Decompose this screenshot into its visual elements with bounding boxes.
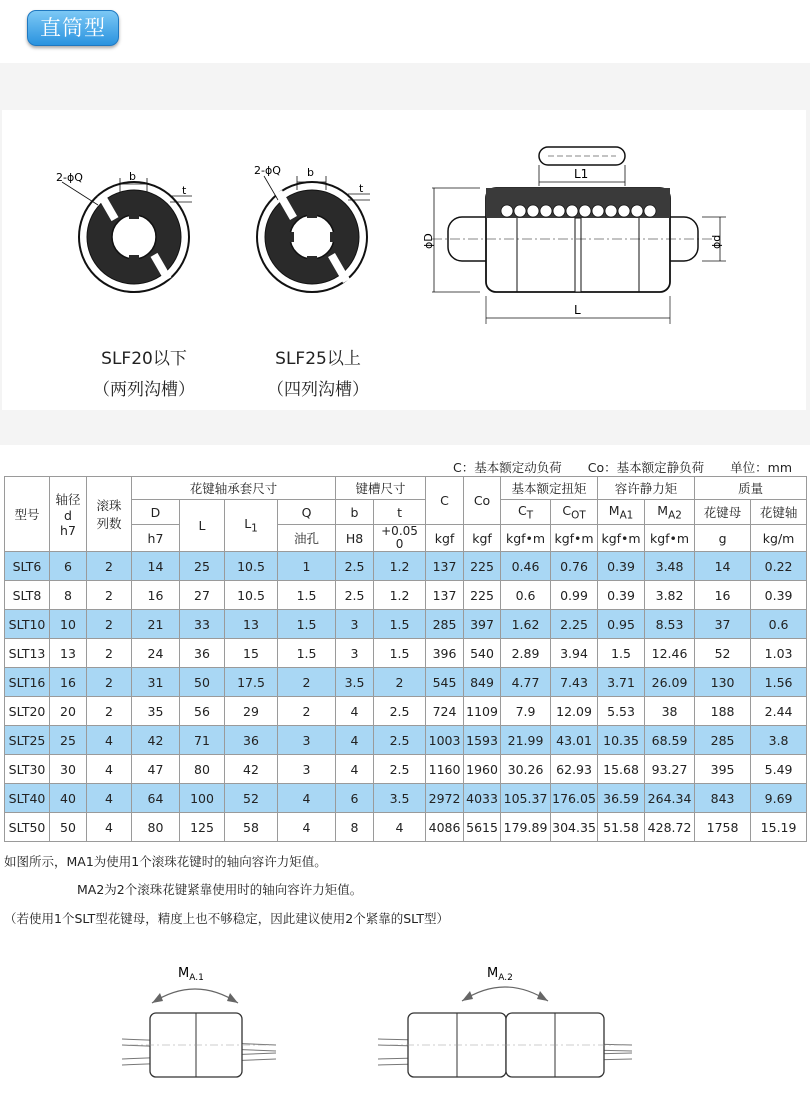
table-cell: 5615 — [464, 813, 501, 842]
th-mass: 质量 — [695, 477, 807, 500]
th-mass-shaft: 花键轴 — [751, 500, 807, 525]
table-cell: 52 — [695, 639, 751, 668]
table-cell: 4 — [87, 784, 132, 813]
table-cell: 52 — [225, 784, 278, 813]
table-cell: 64 — [132, 784, 180, 813]
table-cell: 8.53 — [645, 610, 695, 639]
table-cell: 10.5 — [225, 552, 278, 581]
table-cell: 8 — [50, 581, 87, 610]
legend-unit: 单位：mm — [730, 460, 792, 475]
table-row — [5, 813, 807, 842]
table-cell: 4 — [87, 726, 132, 755]
table-cell: 304.35 — [551, 813, 598, 842]
th-d-tol: h7 — [132, 525, 180, 552]
th-c: C — [426, 477, 464, 525]
model-cell: SLT20 — [5, 697, 50, 726]
table-cell: 16 — [132, 581, 180, 610]
table-cell: 2.89 — [501, 639, 551, 668]
table-cell: 10 — [50, 610, 87, 639]
table-cell: 21 — [132, 610, 180, 639]
table-cell: 80 — [180, 755, 225, 784]
model-cell: SLT50 — [5, 813, 50, 842]
table-cell: 3.8 — [751, 726, 807, 755]
table-cell: 2 — [278, 697, 336, 726]
note-2: MA2为2个滚珠花键紧靠使用时的轴向容许力矩值。 — [77, 882, 363, 897]
th-t: t — [374, 500, 426, 525]
table-cell: 4 — [278, 784, 336, 813]
table-cell: 5.53 — [598, 697, 645, 726]
table-row — [5, 610, 807, 639]
table-cell: 0.39 — [598, 552, 645, 581]
od-label: ϕD — [422, 233, 435, 249]
table-cell: 15.19 — [751, 813, 807, 842]
table-cell: 1.5 — [374, 639, 426, 668]
table-cell: 2 — [87, 610, 132, 639]
left-cross-section — [56, 170, 192, 292]
t-label-right: t — [359, 182, 364, 195]
table-cell: 0.6 — [501, 581, 551, 610]
th-b-tol: H8 — [336, 525, 374, 552]
th-d: D — [132, 500, 180, 525]
spec-table — [4, 476, 807, 842]
table-cell: 5.49 — [751, 755, 807, 784]
table-cell: 13 — [225, 610, 278, 639]
table-cell: 0.6 — [751, 610, 807, 639]
th-mass-nut: 花键母 — [695, 500, 751, 525]
table-cell: 1.2 — [374, 581, 426, 610]
th-unit-mass-shaft: kg/m — [751, 525, 807, 552]
table-cell: 58 — [225, 813, 278, 842]
table-cell: 50 — [180, 668, 225, 697]
table-cell: 100 — [180, 784, 225, 813]
figure-ma1 — [122, 966, 276, 1077]
right-caption-sub: （四列沟槽） — [267, 380, 369, 400]
table-cell: 1758 — [695, 813, 751, 842]
table-cell: 26.09 — [645, 668, 695, 697]
table-cell: 12.46 — [645, 639, 695, 668]
table-cell: 2.5 — [374, 726, 426, 755]
model-cell: SLT25 — [5, 726, 50, 755]
th-cot: $C_{OT}$ — [551, 500, 598, 525]
th-nut-dims: 花键轴承套尺寸 — [132, 477, 336, 500]
table-cell: 2.5 — [374, 697, 426, 726]
table-cell: 1593 — [464, 726, 501, 755]
table-cell: 105.37 — [501, 784, 551, 813]
table-cell: 3.94 — [551, 639, 598, 668]
table-cell: 10.5 — [225, 581, 278, 610]
model-cell: SLT6 — [5, 552, 50, 581]
table-cell: 3.82 — [645, 581, 695, 610]
table-row — [5, 668, 807, 697]
table-cell: 396 — [426, 639, 464, 668]
table-cell: 0.39 — [751, 581, 807, 610]
table-cell: 3.5 — [336, 668, 374, 697]
drawing-area — [2, 110, 806, 410]
table-cell: 10.35 — [598, 726, 645, 755]
table-cell: 42 — [225, 755, 278, 784]
th-t-tol: +0.05 0 — [374, 525, 426, 552]
table-row — [5, 581, 807, 610]
table-cell: 33 — [180, 610, 225, 639]
table-cell: 225 — [464, 581, 501, 610]
table-row — [5, 697, 807, 726]
table-cell: 2.44 — [751, 697, 807, 726]
table-cell: 4.77 — [501, 668, 551, 697]
table-cell: 20 — [50, 697, 87, 726]
table-row — [5, 755, 807, 784]
table-cell: 24 — [132, 639, 180, 668]
t-label-left: t — [182, 184, 187, 197]
table-cell: 225 — [464, 552, 501, 581]
th-ball-rows: 滚珠 列数 — [87, 477, 132, 552]
th-unit-cot: kgf•m — [551, 525, 598, 552]
th-q-note: 油孔 — [278, 525, 336, 552]
table-cell: 9.69 — [751, 784, 807, 813]
table-cell: 36 — [225, 726, 278, 755]
table-cell: 1.5 — [278, 610, 336, 639]
table-row — [5, 726, 807, 755]
table-cell: 80 — [132, 813, 180, 842]
table-cell: 843 — [695, 784, 751, 813]
model-cell: SLT10 — [5, 610, 50, 639]
table-cell: 176.05 — [551, 784, 598, 813]
table-cell: 71 — [180, 726, 225, 755]
table-cell: 724 — [426, 697, 464, 726]
q-label-left: 2-ϕQ — [56, 171, 83, 184]
legend-line — [431, 458, 792, 476]
th-unit-co: kgf — [464, 525, 501, 552]
table-cell: 62.93 — [551, 755, 598, 784]
table-cell: 137 — [426, 552, 464, 581]
table-cell: 37 — [695, 610, 751, 639]
th-l1: $L_1$ — [225, 500, 278, 552]
table-cell: 285 — [695, 726, 751, 755]
table-cell: 56 — [180, 697, 225, 726]
table-cell: 2.5 — [336, 552, 374, 581]
table-cell: 1960 — [464, 755, 501, 784]
table-cell: 3 — [336, 610, 374, 639]
table-cell: 2 — [278, 668, 336, 697]
th-unit-ct: kgf•m — [501, 525, 551, 552]
table-cell: 1.5 — [374, 610, 426, 639]
th-shaft: 轴径 d h7 — [50, 477, 87, 552]
table-cell: 4033 — [464, 784, 501, 813]
table-cell: 1.5 — [278, 639, 336, 668]
table-cell: 29 — [225, 697, 278, 726]
id-label: ϕd — [710, 234, 723, 249]
table-cell: 188 — [695, 697, 751, 726]
legend-c: C：基本额定动负荷 — [453, 460, 562, 475]
table-cell: 14 — [695, 552, 751, 581]
table-cell: 3 — [278, 755, 336, 784]
table-cell: 428.72 — [645, 813, 695, 842]
th-co: Co — [464, 477, 501, 525]
th-unit-ma1: kgf•m — [598, 525, 645, 552]
table-cell: 16 — [50, 668, 87, 697]
table-cell: 397 — [464, 610, 501, 639]
right-caption-title: SLF25以上 — [275, 349, 361, 369]
table-cell: 545 — [426, 668, 464, 697]
table-cell: 16 — [695, 581, 751, 610]
table-row — [5, 784, 807, 813]
b-label-left: b — [129, 170, 136, 183]
right-cross-section — [254, 164, 370, 292]
figure-ma2 — [378, 966, 632, 1077]
table-cell: 25 — [50, 726, 87, 755]
table-cell: 15.68 — [598, 755, 645, 784]
table-cell: 4 — [87, 755, 132, 784]
table-cell: 0.95 — [598, 610, 645, 639]
model-cell: SLT40 — [5, 784, 50, 813]
table-cell: 30.26 — [501, 755, 551, 784]
table-cell: 35 — [132, 697, 180, 726]
table-cell: 0.99 — [551, 581, 598, 610]
spec-table-body — [5, 552, 807, 842]
table-row — [5, 639, 807, 668]
legend-co: Co：基本额定静负荷 — [587, 460, 705, 475]
th-moment: 容许静力矩 — [598, 477, 695, 500]
l1-label: L1 — [574, 167, 589, 181]
left-caption-sub: （两列沟槽） — [93, 380, 195, 400]
table-cell: 3 — [278, 726, 336, 755]
table-cell: 17.5 — [225, 668, 278, 697]
table-cell: 540 — [464, 639, 501, 668]
table-cell: 21.99 — [501, 726, 551, 755]
table-cell: 6 — [50, 552, 87, 581]
l-label: L — [574, 303, 581, 317]
table-cell: 6 — [336, 784, 374, 813]
th-ma1: $M_{A1}$ — [598, 500, 645, 525]
table-cell: 2 — [87, 552, 132, 581]
table-cell: 1.2 — [374, 552, 426, 581]
th-b: b — [336, 500, 374, 525]
ma1-label: $M_{A.1}$ — [178, 966, 204, 983]
table-cell: 179.89 — [501, 813, 551, 842]
side-view — [422, 147, 726, 324]
moment-figures — [0, 955, 810, 1095]
table-cell: 1003 — [426, 726, 464, 755]
table-cell: 15 — [225, 639, 278, 668]
table-cell: 47 — [132, 755, 180, 784]
th-unit-c: kgf — [426, 525, 464, 552]
table-cell: 3 — [336, 639, 374, 668]
table-cell: 0.22 — [751, 552, 807, 581]
table-cell: 12.09 — [551, 697, 598, 726]
th-ct: $C_T$ — [501, 500, 551, 525]
table-cell: 1.5 — [598, 639, 645, 668]
note-1: 如图所示，MA1为使用1个滚珠花键时的轴向容许力矩值。 — [4, 854, 327, 869]
model-cell: SLT8 — [5, 581, 50, 610]
table-cell: 2.5 — [336, 581, 374, 610]
table-cell: 2.5 — [374, 755, 426, 784]
model-cell: SLT13 — [5, 639, 50, 668]
table-cell: 4 — [336, 697, 374, 726]
b-label-right: b — [307, 166, 314, 179]
table-cell: 3.5 — [374, 784, 426, 813]
table-cell: 50 — [50, 813, 87, 842]
table-cell: 51.58 — [598, 813, 645, 842]
table-cell: 42 — [132, 726, 180, 755]
table-cell: 1160 — [426, 755, 464, 784]
q-label-right: 2-ϕQ — [254, 164, 281, 177]
table-cell: 125 — [180, 813, 225, 842]
th-torque: 基本额定扭矩 — [501, 477, 598, 500]
table-cell: 2 — [87, 668, 132, 697]
table-cell: 0.46 — [501, 552, 551, 581]
th-model: 型号 — [5, 477, 50, 552]
table-cell: 849 — [464, 668, 501, 697]
table-cell: 4086 — [426, 813, 464, 842]
table-cell: 2 — [87, 697, 132, 726]
table-cell: 137 — [426, 581, 464, 610]
table-cell: 31 — [132, 668, 180, 697]
table-cell: 4 — [336, 755, 374, 784]
table-cell: 30 — [50, 755, 87, 784]
table-cell: 130 — [695, 668, 751, 697]
table-cell: 264.34 — [645, 784, 695, 813]
table-cell: 2972 — [426, 784, 464, 813]
table-cell: 36 — [180, 639, 225, 668]
table-row — [5, 552, 807, 581]
table-cell: 0.76 — [551, 552, 598, 581]
table-cell: 7.43 — [551, 668, 598, 697]
table-cell: 285 — [426, 610, 464, 639]
table-cell: 93.27 — [645, 755, 695, 784]
table-cell: 25 — [180, 552, 225, 581]
table-cell: 43.01 — [551, 726, 598, 755]
th-ma2: $M_{A2}$ — [645, 500, 695, 525]
table-cell: 1 — [278, 552, 336, 581]
table-cell: 1.5 — [278, 581, 336, 610]
table-cell: 0.39 — [598, 581, 645, 610]
table-cell: 3.48 — [645, 552, 695, 581]
ma2-label: $M_{A.2}$ — [487, 966, 513, 983]
table-cell: 14 — [132, 552, 180, 581]
table-cell: 27 — [180, 581, 225, 610]
table-cell: 4 — [278, 813, 336, 842]
th-q: Q — [278, 500, 336, 525]
table-cell: 2 — [87, 581, 132, 610]
table-cell: 395 — [695, 755, 751, 784]
th-key-dims: 键槽尺寸 — [336, 477, 426, 500]
section-badge: 直筒型 — [27, 10, 119, 46]
table-cell: 2 — [374, 668, 426, 697]
th-l: L — [180, 500, 225, 552]
model-cell: SLT16 — [5, 668, 50, 697]
table-cell: 38 — [645, 697, 695, 726]
table-cell: 1.03 — [751, 639, 807, 668]
table-cell: 1.62 — [501, 610, 551, 639]
table-cell: 1.56 — [751, 668, 807, 697]
table-cell: 40 — [50, 784, 87, 813]
table-cell: 2 — [87, 639, 132, 668]
table-cell: 4 — [87, 813, 132, 842]
table-cell: 1109 — [464, 697, 501, 726]
table-cell: 13 — [50, 639, 87, 668]
table-cell: 7.9 — [501, 697, 551, 726]
note-3: （若使用1个SLT型花键母，精度上也不够稳定，因此建议使用2个紧靠的SLT型） — [4, 911, 450, 926]
table-cell: 36.59 — [598, 784, 645, 813]
table-cell: 4 — [374, 813, 426, 842]
table-cell: 3.71 — [598, 668, 645, 697]
table-cell: 68.59 — [645, 726, 695, 755]
th-unit-ma2: kgf•m — [645, 525, 695, 552]
left-caption-title: SLF20以下 — [101, 349, 187, 369]
table-cell: 2.25 — [551, 610, 598, 639]
th-unit-mass-nut: g — [695, 525, 751, 552]
table-cell: 8 — [336, 813, 374, 842]
model-cell: SLT30 — [5, 755, 50, 784]
table-cell: 4 — [336, 726, 374, 755]
